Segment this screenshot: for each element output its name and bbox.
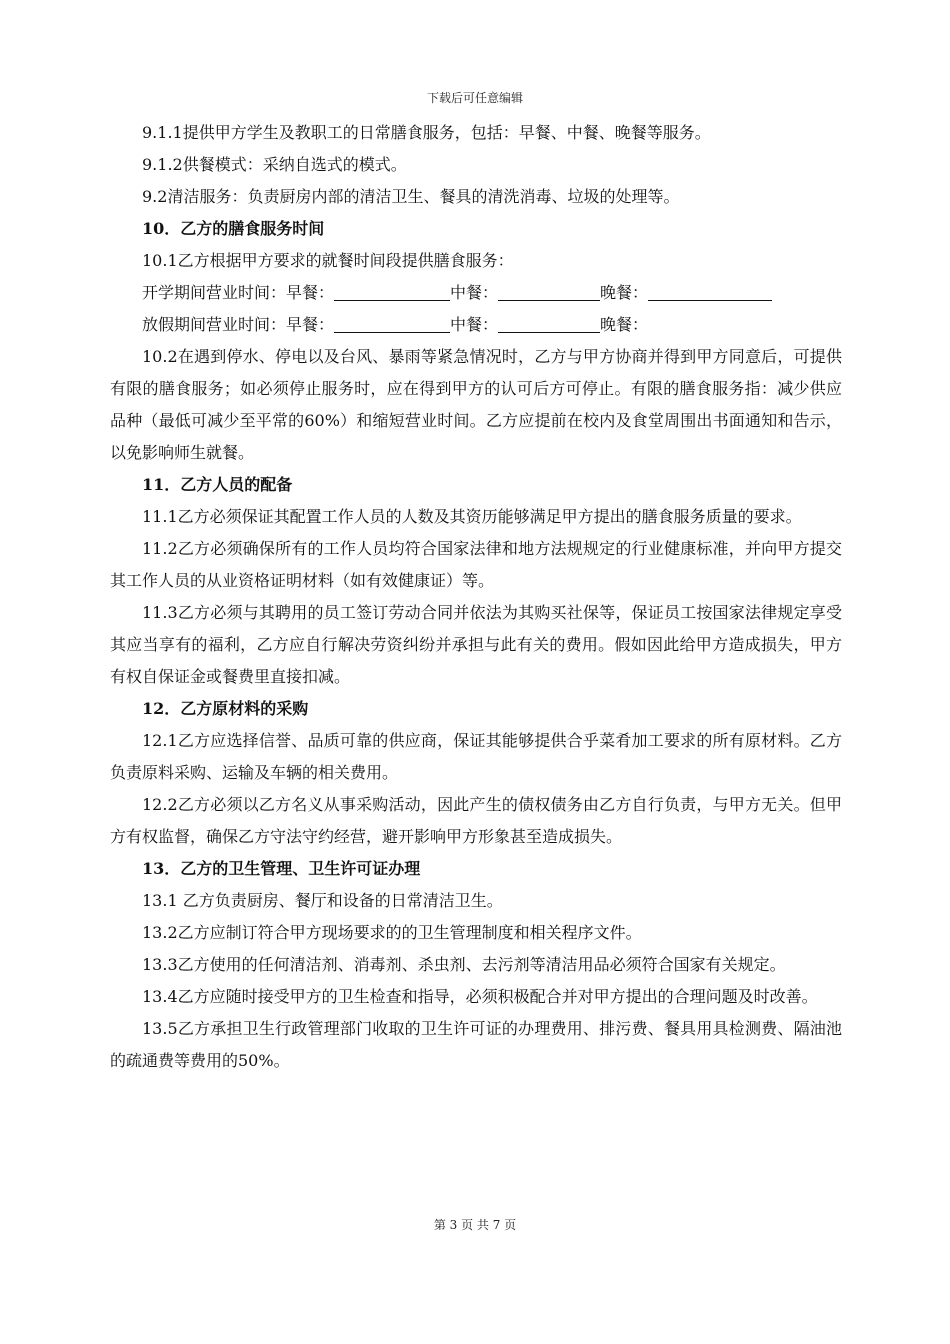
page-footer: 第 3 页 共 7 页: [433, 1218, 517, 1232]
clause-9-2: 9.2清洁服务：负责厨房内部的清洁卫生、餐具的清洗消毒、垃圾的处理等。: [142, 187, 680, 206]
term-lunch-blank[interactable]: [498, 283, 600, 301]
term-hours-label: 开学期间营业时间：: [142, 283, 287, 302]
clause-13-1: 13.1 乙方负责厨房、餐厅和设备的日常清洁卫生。: [142, 891, 503, 910]
clause-11-1: 11.1乙方必须保证其配置工作人员的人数及其资历能够满足甲方提出的膳食服务质量的要求。: [142, 507, 802, 526]
term-dinner-blank[interactable]: [648, 283, 772, 301]
clause-13-3: 13.3乙方使用的任何清洁剂、消毒剂、杀虫剂、去污剂等清洁用品必须符合国家有关规定。: [142, 955, 786, 974]
section-heading-12: 12．乙方原材料的采购: [142, 699, 309, 718]
clause-10-1: 10.1乙方根据甲方要求的就餐时间段提供膳食服务：: [142, 251, 514, 270]
term-breakfast-blank[interactable]: [334, 283, 450, 301]
breakfast-label: 早餐：: [286, 283, 335, 302]
holiday-hours-label: 放假期间营业时间：: [142, 315, 287, 334]
lunch-label: 中餐：: [450, 315, 499, 334]
term-hours-line: [110, 277, 842, 309]
section-heading-10: 10．乙方的膳食服务时间: [142, 219, 325, 238]
clause-12-1: 12.1乙方应选择信誉、品质可靠的供应商，保证其能够提供合乎菜肴加工要求的所有原材料。乙方负责原料采购、运输及车辆的相关费用。: [110, 731, 842, 782]
clause-13-4: 13.4乙方应随时接受甲方的卫生检查和指导，必须积极配合并对甲方提出的合理问题及时改善。: [142, 987, 818, 1006]
holiday-breakfast-blank[interactable]: [334, 315, 450, 333]
clause-13-5: 13.5乙方承担卫生行政管理部门收取的卫生许可证的办理费用、排污费、餐具用具检测费、隔油池的疏通费等费用的50%。: [110, 1019, 842, 1070]
dinner-label: 晚餐：: [600, 315, 649, 334]
section-heading-11: 11．乙方人员的配备: [142, 475, 293, 494]
clause-11-2: 11.2乙方必须确保所有的工作人员均符合国家法律和地方法规规定的行业健康标准，并向甲方提交其工作人员的从业资格证明材料（如有效健康证）等。: [110, 539, 842, 590]
lunch-label: 中餐：: [450, 283, 499, 302]
document-body: [110, 117, 842, 1077]
clause-9-1-1: 9.1.1提供甲方学生及教职工的日常膳食服务，包括：早餐、中餐、晚餐等服务。: [142, 123, 711, 142]
clause-11-3: 11.3乙方必须与其聘用的员工签订劳动合同并依法为其购买社保等，保证员工按国家法律规定享受其应当享有的福利，乙方应自行解决劳资纠纷并承担与此有关的费用。假如因此给甲方造成损失，甲方有权自保证金或餐费里直接扣减。: [110, 603, 842, 686]
section-heading-13: 13．乙方的卫生管理、卫生许可证办理: [142, 859, 421, 878]
page-header: 下载后可任意编辑: [426, 91, 523, 105]
clause-10-2: 10.2在遇到停水、停电以及台风、暴雨等紧急情况时，乙方与甲方协商并得到甲方同意后，可提供有限的膳食服务；如必须停止服务时，应在得到甲方的认可后方可停止。有限的膳食服务指：减少供应品种（最低可减少至平常的60%）和缩短营业时间。乙方应提前在校内及食堂周围出书面通知和告示，以免影响师生就餐。: [110, 347, 842, 462]
holiday-lunch-blank[interactable]: [498, 315, 600, 333]
holiday-hours-line: [110, 309, 842, 341]
clause-9-1-2: 9.1.2供餐模式：采纳自选式的模式。: [142, 155, 407, 174]
clause-12-2: 12.2乙方必须以乙方名义从事采购活动，因此产生的债权债务由乙方自行负责，与甲方无关。但甲方有权监督，确保乙方守法守约经营，避开影响甲方形象甚至造成损失。: [110, 795, 842, 846]
dinner-label: 晚餐：: [600, 283, 649, 302]
breakfast-label: 早餐：: [286, 315, 335, 334]
clause-13-2: 13.2乙方应制订符合甲方现场要求的的卫生管理制度和相关程序文件。: [142, 923, 642, 942]
